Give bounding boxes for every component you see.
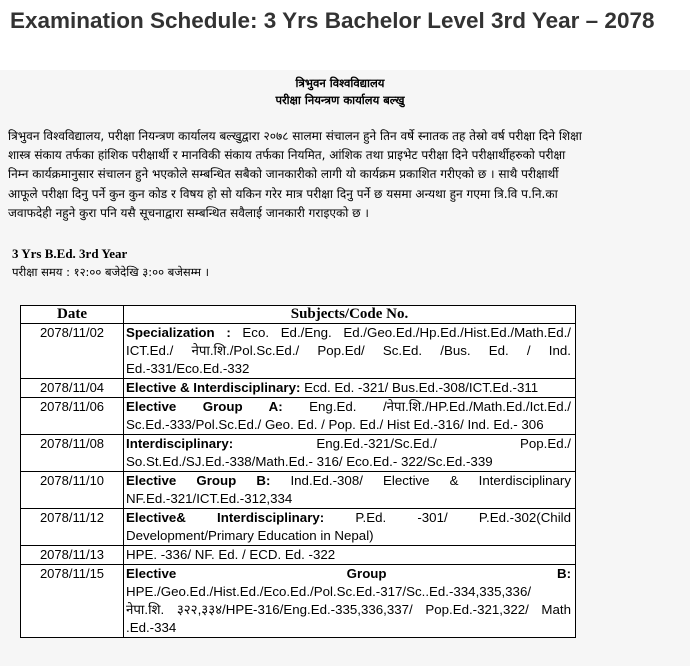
table-row (21, 435, 576, 472)
exam-subjects (124, 565, 576, 638)
exam-date: 2078/11/13 (21, 546, 124, 565)
subject-codes: Eng.Ed.-321/Sc.Ed./ Pop.Ed./ So.St.Ed./SJ.Ed.-338/Math.Ed.- 316/ Eco.Ed.- 322/Sc.Ed.-339 (126, 436, 571, 469)
subject-codes: P.Ed. -301/ P.Ed.-302(Child Development/Primary Education in Nepal) (126, 510, 571, 543)
exam-date: 2078/11/15 (21, 565, 124, 638)
exam-date: 2078/11/12 (21, 509, 124, 546)
subject-codes: Ind.Ed.-308/ Elective & Interdisciplinary NF.Ed.-321/ICT.Ed.-312,334 (126, 473, 571, 506)
notice-line: शास्त्र संकाय तर्फका हांशिक परीक्षार्थी र मानविकी संकाय तर्फका नियमित, आंशिक तथा प्राइभेट परीक्षा दिने परीक्षार्थीहरुको परीक्षा (8, 148, 566, 163)
group-label: Elective Group A: (126, 399, 310, 414)
subject-codes: HPE./Geo.Ed./Hist.Ed./Eco.Ed./Pol.Sc.Ed.-317/Sc..Ed.-334,335,336/ नेपा.शि. ३२२,३३४/HPE-316/Eng.Ed.-335,336,337/ Pop.Ed.-321,322/ Math .Ed.-334 (126, 584, 571, 635)
notice-header (0, 75, 680, 109)
exam-subjects (124, 398, 576, 435)
date-column-header: Date (21, 306, 124, 324)
table-row (21, 509, 576, 546)
notice-line: जवाफदेही नहुने कुरा पनि यसै सूचनाद्वारा सम्बन्धित सवैलाई जानकारी गराइएको छ । (8, 205, 369, 220)
exam-date: 2078/11/06 (21, 398, 124, 435)
exam-subjects (124, 324, 576, 379)
exam-subjects (124, 546, 576, 565)
notice-line: निम्न कार्यक्रमानुसार संचालन हुने भएकोले सम्बन्धित सबैको जानकारीको लागी यो कार्यक्रम प्रकाशित गरीएको छ । साथै परीक्षार्थी (8, 167, 559, 182)
table-row (21, 546, 576, 565)
page-title: Examination Schedule: 3 Yrs Bachelor Level 3rd Year – 2078 (10, 8, 655, 33)
table-header-row (21, 306, 576, 324)
exam-subjects (124, 472, 576, 509)
group-label: Specialization : (126, 325, 243, 340)
exam-date: 2078/11/08 (21, 435, 124, 472)
schedule-table (20, 305, 576, 638)
group-label: Elective & Interdisciplinary: (126, 380, 305, 395)
exam-subjects (124, 435, 576, 472)
subject-codes: Eco. Ed./Eng. Ed./Geo.Ed./Hp.Ed./Hist.Ed./Math.Ed./ ICT.Ed./ नेपा.शि./Pol.Sc.Ed./ Pop.Ed/ Sc.Ed. /Bus. Ed. / Ind. Ed.-331/Eco.Ed.-332 (126, 325, 571, 376)
subject-codes: HPE. -336/ NF. Ed. / ECD. Ed. -322 (126, 547, 336, 562)
subject-codes: Ecd. Ed. -321/ Bus.Ed.-308/ICT.Ed.-311 (304, 380, 539, 395)
subjects-column-header: Subjects/Code No. (124, 306, 576, 324)
table-row (21, 324, 576, 379)
table-row (21, 379, 576, 398)
notice-line: आफूले परीक्षा दिनु पर्ने कुन कुन कोड र विषय हो सो यकिन गरेर मात्र परीक्षा दिनु पर्ने छ यसमा अन्यथा हुन गएमा त्रि.वि प.नि.का (8, 186, 558, 201)
group-label: Elective Group B: (126, 566, 571, 581)
office-name: परीक्षा नियन्त्रण कार्यालय बल्खु (275, 93, 405, 107)
table-row (21, 398, 576, 435)
subject-codes: Eng.Ed. /नेपा.शि./HP.Ed./Math.Ed./Ict.Ed./ Sc.Ed.-333/Pol.Sc.Ed./ Geo. Ed. / Pop. Ed./ Hist Ed.-316/ Ind. Ed.- 306 (126, 399, 571, 432)
exam-date: 2078/11/10 (21, 472, 124, 509)
group-label: Elective& Interdisciplinary: (126, 510, 356, 525)
exam-date: 2078/11/04 (21, 379, 124, 398)
university-name: त्रिभुवन विश्वविद्यालय (295, 76, 385, 90)
exam-time: परीक्षा समय : १२:०० बजेदेखि ३:०० बजेसम्म । (12, 265, 209, 279)
group-label: Elective Group B: (126, 473, 291, 488)
exam-subjects (124, 509, 576, 546)
program-heading: 3 Yrs B.Ed. 3rd Year (12, 246, 128, 261)
notice-body (8, 127, 680, 223)
exam-subjects (124, 379, 576, 398)
table-row (21, 472, 576, 509)
exam-date: 2078/11/02 (21, 324, 124, 379)
notice-line: त्रिभुवन विश्वविद्यालय, परीक्षा नियन्त्रण कार्यालय बल्खुद्वारा २०७८ सालमा संचालन हुने तिन वर्षे स्नातक तह तेस्रो वर्ष परीक्षा दिने शिक्षा (8, 129, 582, 143)
table-row (21, 565, 576, 638)
group-label: Interdisciplinary: (126, 436, 317, 451)
